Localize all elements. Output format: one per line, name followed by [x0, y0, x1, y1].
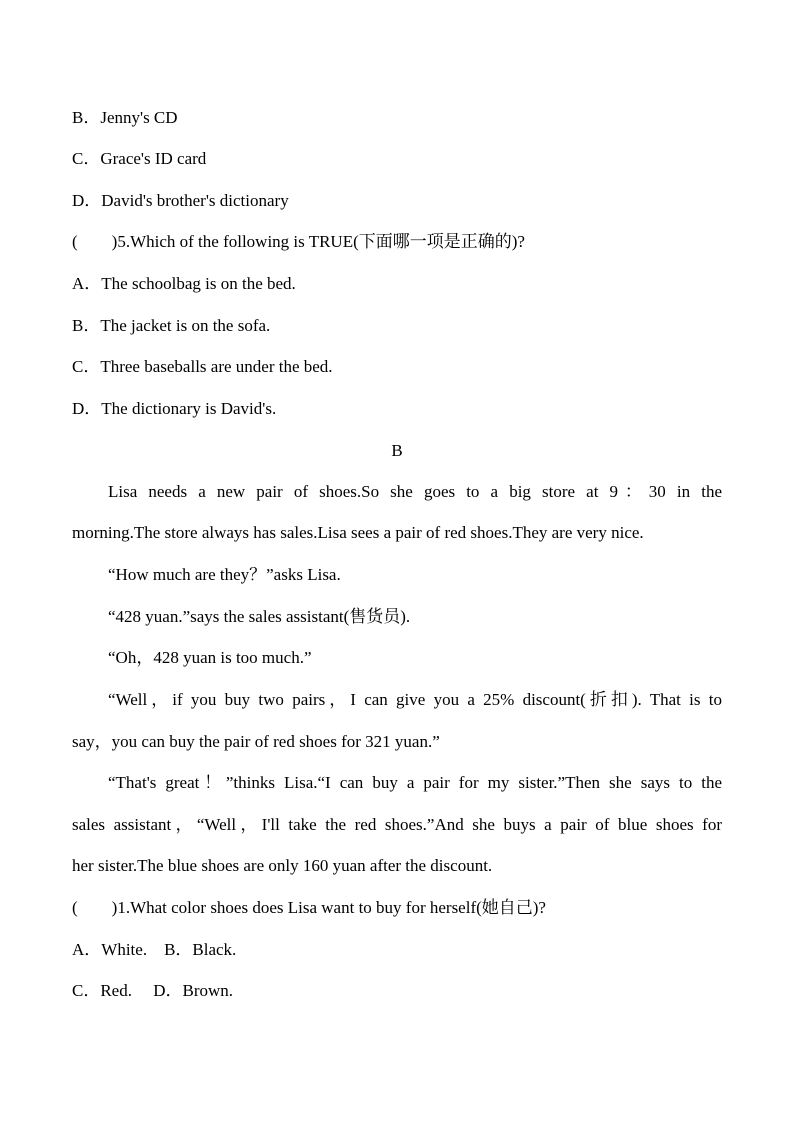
passage-line: sales assistant，“Well，I'll take the red shoes.”And she buys a pair of blue shoes for — [72, 815, 722, 834]
q4-option-c: C．Grace's ID card — [72, 149, 207, 168]
passage-line: her sister.The blue shoes are only 160 yuan after the discount. — [72, 856, 493, 875]
q5-option-d: D．The dictionary is David's. — [72, 399, 277, 418]
q4-option-d: D．David's brother's dictionary — [72, 191, 289, 210]
q5-option-b: B．The jacket is on the sofa. — [72, 316, 271, 335]
passage-line: “That's great！”thinks Lisa.“I can buy a pair for my sister.”Then she says to the — [108, 773, 722, 792]
passage-line: morning.The store always has sales.Lisa sees a pair of red shoes.They are very nice. — [72, 523, 644, 542]
q1-options-row-2: C．Red. D．Brown. — [72, 981, 234, 1000]
passage-line: say，you can buy the pair of red shoes for 321 yuan.” — [72, 732, 440, 751]
q1-options-row-1: A．White. B．Black. — [72, 940, 237, 959]
passage-line: “Oh，428 yuan is too much.” — [108, 648, 312, 667]
passage-line: Lisa needs a new pair of shoes.So she goes to a big store at 9：30 in the — [108, 482, 722, 501]
passage-line: “How much are they？”asks Lisa. — [108, 565, 341, 584]
q5-option-a: A．The schoolbag is on the bed. — [72, 274, 296, 293]
passage-line: “428 yuan.”says the sales assistant(售货员). — [108, 607, 411, 626]
q5-stem: ( )5.Which of the following is TRUE(下面哪一项是正确的)? — [72, 232, 525, 251]
section-heading: B — [391, 441, 403, 460]
q5-option-c: C．Three baseballs are under the bed. — [72, 357, 333, 376]
q1-stem: ( )1.What color shoes does Lisa want to buy for herself(她自己)? — [72, 898, 546, 917]
q4-option-b: B．Jenny's CD — [72, 108, 178, 127]
passage-line: “Well，if you buy two pairs，I can give you a 25% discount(折扣). That is to — [108, 690, 722, 709]
